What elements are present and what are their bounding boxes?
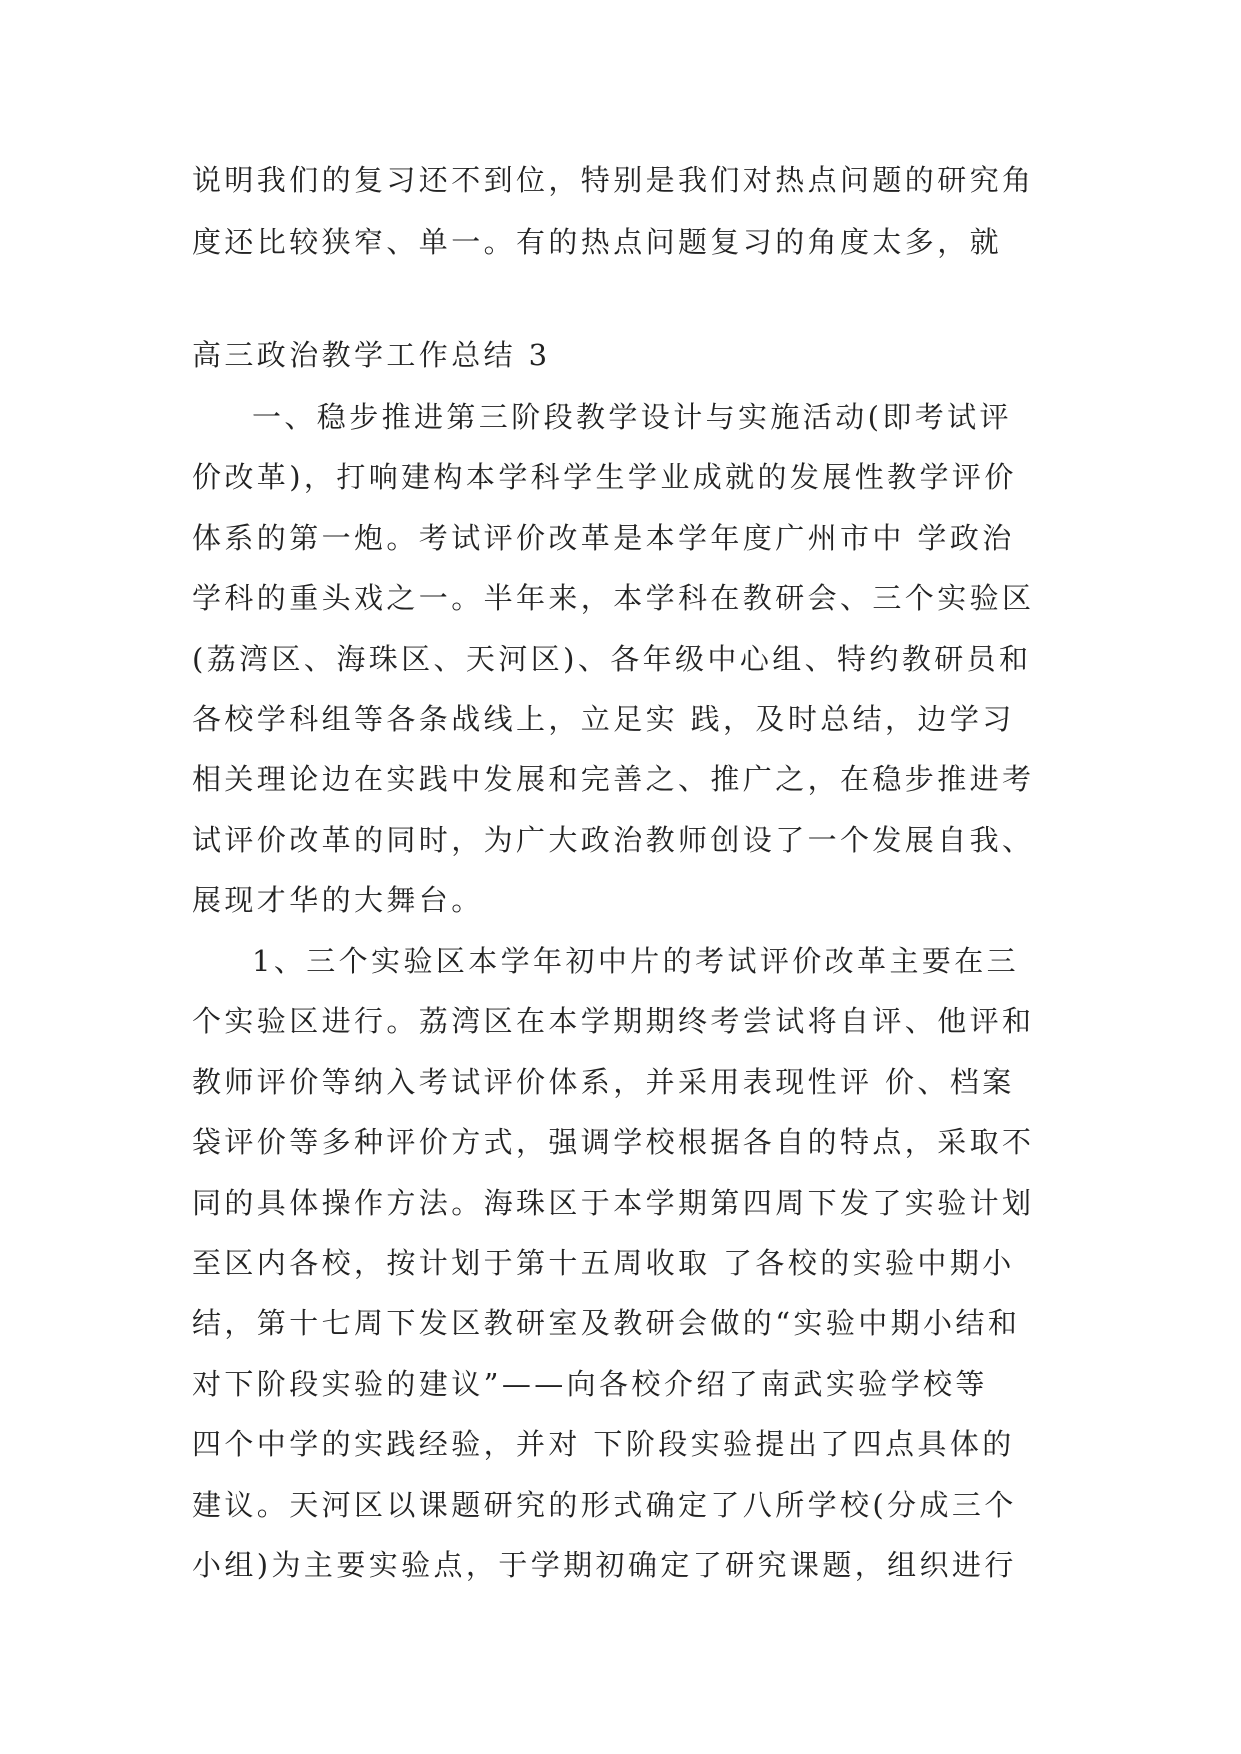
text-line: 袋评价等多种评价方式，强调学校根据各自的特点，采取不 [192,1125,1035,1159]
text-line: 个实验区进行。荔湾区在本学期期终考尝试将自评、他评和 [192,1004,1035,1038]
text-line: 至区内各校，按计划于第十五周收取 了各校的实验中期小 [192,1246,1015,1280]
text-line: 各校学科组等各条战线上，立足实 践，及时总结，边学习 [192,702,1015,736]
text-line: 一、稳步推进第三阶段教学设计与实施活动(即考试评 [252,400,1012,434]
text-line: 相关理论边在实践中发展和完善之、推广之，在稳步推进考 [192,762,1035,796]
text-line: 教师评价等纳入考试评价体系，并采用表现性评 价、档案 [192,1065,1015,1099]
text-line: 学科的重头戏之一。半年来，本学科在教研会、三个实验区 [192,581,1035,615]
text-line: (荔湾区、海珠区、天河区)、各年级中心组、特约教研员和 [192,642,1032,676]
text-line: 四个中学的实践经验，并对 下阶段实验提出了四点具体的 [192,1427,1015,1461]
text-line: 对下阶段实验的建议”——向各校介绍了南武实验学校等 [192,1367,988,1401]
text-line: 1、三个实验区本学年初中片的考试评价改革主要在三 [252,944,1020,978]
text-line: 说明我们的复习还不到位，特别是我们对热点问题的研究角 [192,163,1035,197]
text-line: 结，第十七周下发区教研室及教研会做的“实验中期小结和 [192,1306,1021,1340]
text-line: 度还比较狭窄、单一。有的热点问题复习的角度太多，就 [192,225,1003,259]
text-line: 同的具体操作方法。海珠区于本学期第四周下发了实验计划 [192,1186,1035,1220]
text-line: 小组)为主要实验点，于学期初确定了研究课题，组织进行 [192,1548,1017,1582]
section-title: 高三政治教学工作总结 3 [192,338,551,372]
text-line: 体系的第一炮。考试评价改革是本学年度广州市中 学政治 [192,521,1015,555]
text-line: 展现才华的大舞台。 [192,883,484,917]
text-line: 价改革)，打响建构本学科学生学业成就的发展性教学评价 [192,460,1017,494]
text-line: 试评价改革的同时，为广大政治教师创设了一个发展自我、 [192,823,1035,857]
text-line: 建议。天河区以课题研究的形式确定了八所学校(分成三个 [192,1488,1017,1522]
